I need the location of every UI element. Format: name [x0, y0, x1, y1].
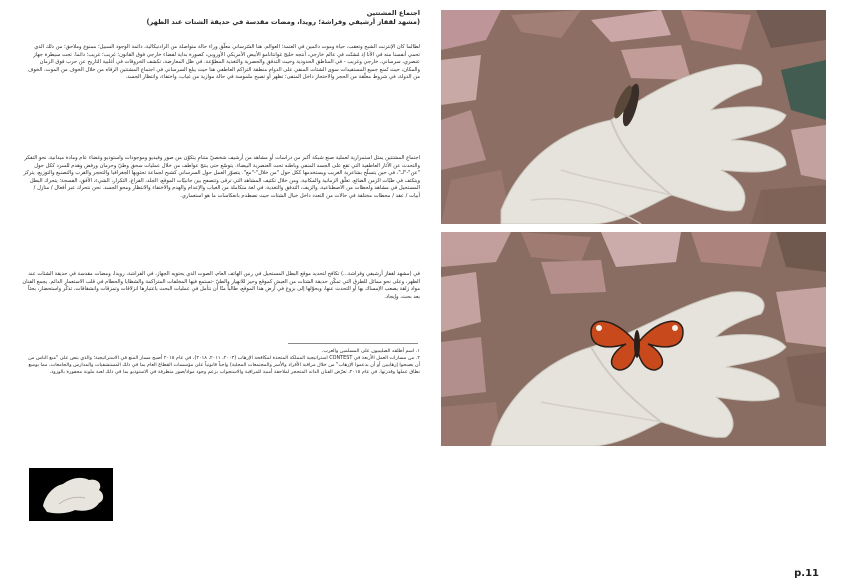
footnotes [22, 348, 420, 376]
footnote-2: ٢. من مسارات العمل الأربعة في CONTEST استراتيجية المملكة المتحدة لمكافحة الإرهاب (٢٠٠٣، ٢٠١١، ٢٠١٨)، في عام ٢٠١٥ أصبح مسار المنع في الاستراتيجية؛ والذي ينص على "منع الناس من أن يصبحوا إرهابيين أو أن يدعموا الإرهاب" من خلال مراقبة الأفراد والأسر والمجتمعات المحلية) واجباً قانونياً على مؤسسات القطاع العام بما في ذلك المستشفيات والمدارس والجامعات، مما يوسع نطاق عملها وقدرتها. في عام ٢٠١٥، تعرّض الفنان الذاته المتحجر لملاحقة أمنية للمراقبة والاستجواب بزعم وجود مواد/صور متطرفة في الاستوديو بما في ذلك لعبة ملونة محفورة بالورود. [28, 355, 420, 375]
body-paragraph-3: في (مشهد لقفاز أرشيفي وفراشة...) تكافح لتحديد موقع البطل المستحيل في رنين الهاتف العام، الصوت الذي يحتويه الجهاز، في الفراشة، رويدا، ومضات مقدسة في حديقة الشتات عند الظهر، وعلى نحو مماثل للطرق التي تمكّن حديقة الشتات من العيش كموقع وحيز للانهيار والطيّ -تستمع فيها المخلفات المتراكمة والشظايا والحطام في قلب الاستعمار الدائم. يجمع الفنان مواد زلقة يصعب الإمساك بها أو التحدث عنها، ويحوّلها إلى بزوغ في أرض هذا الموقع، طالباً منّا أن نتأمل في عمليات البحث باعتبارها انزلاقات وتمزقات وانشقاقات، تذكّر واستحضار، بحثاً بعد بحث، وإيجاد. [22, 271, 420, 300]
photo-glove-butterfly [441, 232, 826, 446]
page-number: p.11 [794, 568, 819, 579]
footnote-1: ١. اسم أطلقه الصليبيون على المسلمين والعرب. [321, 348, 420, 354]
page-title-block [22, 9, 420, 27]
body-paragraph-1: لطالما كان الإنترنت الشبح وتعقب، حياة وموت دائمين في العتمة؛ العوالم. هنا السّرساني معلّق وراء حالة متواصلة من الرادنيكالية، دائمة الوجود السبيل؛ ممنوع وملاحق؛ من ذلك الذي تحمي أنفسنا منه في الأنا إذ مُشتّت في عالم خارجي، أنتجه خليج غوانتانامو الأبيض الأمريكي الأوروبي، كصورة بداية لفضاء خارجي فوق القانون؛ غريب؛ غريب؛ دائما. تحت سيطرة جهاز عنصري، سرساني، خارجي وغريب - في المناطق الحدودية وحيث التدفق والحصرية والتغذية المطوّعة. في ظل المعارضة، تكشف الخروقات في أغلبية التاريخ عن حرب فوق الزمان والمكان، حيث تُمنع جميع المستفيدات سوى الشتات المنفي على الدوام منطقة التراكم العاطفي هنا حيث يبلغ السرساني في اجتماع المشتتين الرفاه من خلال الخوف من الموت، الخوف من الدولة، في شروط معلّقة من الحجر والاحتجاز داخل المنفى؛ تظهر أو تصبح ملموسة في حالة موازية من غياب، واختفاء، وانتظار الجسد. [27, 44, 420, 80]
page-title: اجتماع المشتتين [366, 9, 420, 17]
thumbnail-glove [29, 468, 113, 521]
body-paragraph-2: اجتماع المشتتين يمثل استمرارية لعملية صنع شبكة أكبر من دراسات أو مشاهد من أرشيف شخصيّ متنامٍ يتكوّن من صور وفيديو وموجودات واستوديو وغضاء عام ومادة ميدانية، نحو التفكر والتحدث عن الآثار العاطفية التي تقع على الجسد المنفي وباطنه تحت العنصرية البيضاء. يتوسّع حتى ينتج عواطف من خلال عمليات سحق وطيّ وحرمان ورفض وهدم للسرد ككل حول "عن"-"لـ"، في حين يتسلّح بشاعرية الغريب ويستخدمها ككل حول "من خلال"-"مع". يتصوّر العمل حول السرساني كشبح لجماعة تحتويها الجغرافيا والتحجر والقرب والتصنيع والتوزيع، يتركز ويتكثف في طيّات الزمن الضائع. تعلّق الزمانية والمكانية، ومن خلال تكثيف المشاهد التي ترقى وتتصفح بين جانبيّات الموقع، الجلد، الفراغ، التكرار، الشيء، الأفق، الفسحة؛ يتحرك البطل المستحيل في مشاهد ولحظات من الاصطناعية، والزيف، التدفق والتغذية، في لغة متكاملة من الغياب والإعدام والهدم والاختفاء والانتظار ومحو الجسد. نحن نتحرك عبر أفعال / منازل / أبيات / عقد / محطات مختلفة في حالات من التعدد داخل خيال الشتات حيث نصطدم بانعكاسات ما هو استعماري. [23, 155, 420, 199]
photo-glove-moth [441, 10, 826, 224]
footnote-divider [288, 343, 418, 344]
page-subtitle: (مشهد لقفاز أرشيفي وفراشة؛ رويدا، ومضات مقدسة في حديقة الشتات عند الظهر) [146, 18, 420, 26]
